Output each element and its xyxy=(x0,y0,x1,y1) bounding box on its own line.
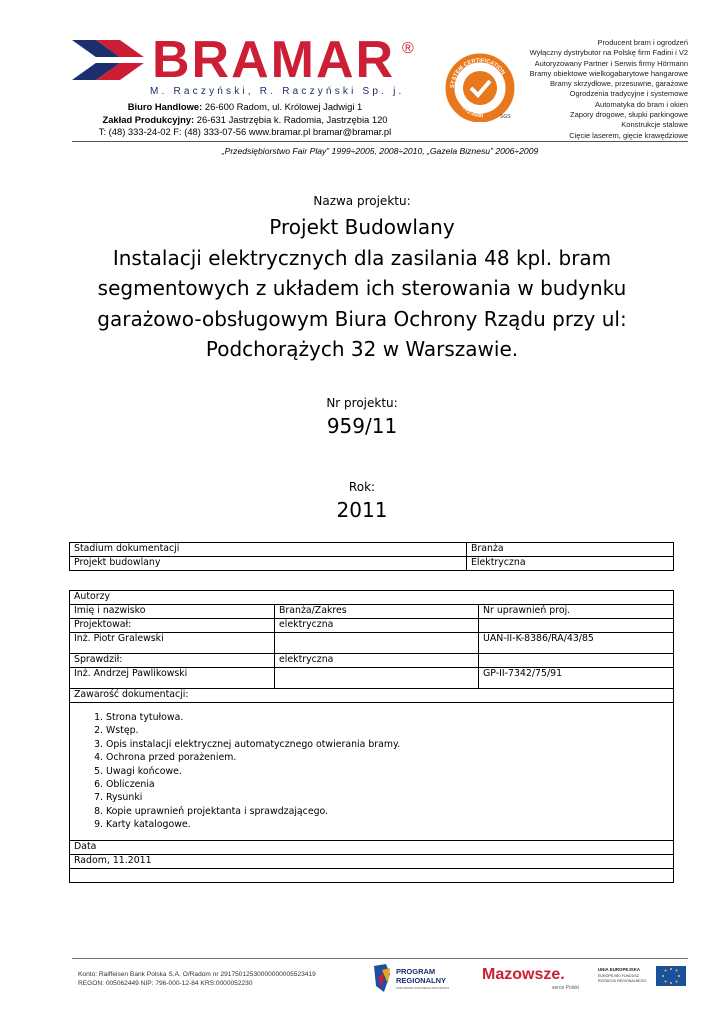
authors-section: Autorzy xyxy=(70,591,674,605)
services-list xyxy=(518,38,688,141)
contact-line: T: (48) 333-24-02 F: (48) 333-07-56 www.bramar.pl bramar@bramar.pl xyxy=(98,126,392,137)
contents-item: 8. Kopie uprawnień projektanta i sprawdzającego. xyxy=(106,805,669,818)
designer-branch: elektryczna xyxy=(275,619,479,633)
project-title xyxy=(0,212,724,365)
header-divider xyxy=(72,141,688,142)
contents-list xyxy=(74,711,669,832)
eu-logo xyxy=(596,964,688,990)
brand-subtitle: M. Raczyński, R. Raczyński Sp. j. xyxy=(150,86,405,97)
office-label: Biuro Handlowe: xyxy=(127,101,203,112)
service-item: Bramy skrzydłowe, przesuwne, garażowe xyxy=(550,79,688,89)
eu-text: UNIA EUROPEJSKA xyxy=(598,967,641,972)
project-title-line: Projekt Budowlany xyxy=(269,215,455,239)
service-item: Automatyka do bram i okien xyxy=(595,99,688,109)
service-item: Autoryzowany Partner i Serwis firmy Hörmann xyxy=(534,58,688,68)
branch-header: Branża xyxy=(467,543,674,557)
empty-row xyxy=(70,868,674,882)
contents-label: Zawarość dokumentacji: xyxy=(70,689,674,703)
date-label: Data xyxy=(70,840,674,854)
project-title-line: segmentowych z układem ich sterowania w budynku xyxy=(97,276,627,301)
project-year: 2011 xyxy=(336,498,388,522)
stage-value: Projekt budowlany xyxy=(70,557,467,571)
contents-item: 2. Wstęp. xyxy=(106,724,669,737)
eu-fund-text: EUROPEJSKI FUNDUSZ xyxy=(598,974,639,978)
project-year-label: Rok: xyxy=(348,480,376,494)
date-value: Radom, 11.2011 xyxy=(70,854,674,868)
mazowsze-sub: serce Polski xyxy=(552,985,579,991)
plant-label: Zakład Produkcyjny: xyxy=(102,113,195,125)
designer-name: Inż. Piotr Gralewski xyxy=(70,633,275,654)
authors-table xyxy=(69,590,674,883)
project-title-line: Instalacji elektrycznych dla zasilania 48 kpl. bram xyxy=(112,245,612,270)
license-header: Nr uprawnień proj. xyxy=(479,605,674,619)
designer-role: Projektował: xyxy=(70,619,275,633)
plant-address: 26-631 Jastrzębia k. Radomia, Jastrzębia 120 xyxy=(194,113,388,125)
bramar-logo-icon xyxy=(72,38,148,82)
mazowsze-text: Mazowsze. xyxy=(482,966,565,983)
project-title-line: garażowo-obsługowym Biura Ochrony Rządu przy ul: xyxy=(97,306,627,331)
cert-iso-text: ISO 9001:2000 xyxy=(455,93,484,120)
project-title-line: Podchorążych 32 w Warszawie. xyxy=(205,337,519,362)
brand-name: BRAMAR xyxy=(152,31,396,89)
service-item: Bramy obiektowe wielkogabarytowe hangarowe xyxy=(529,68,688,78)
service-item: Cięcie laserem, gięcie krawędziowe xyxy=(569,130,688,140)
brand-registered-mark: ® xyxy=(402,40,414,57)
program-regionalny-logo xyxy=(372,962,472,994)
name-header: Imię i nazwisko xyxy=(70,605,275,619)
bank-info xyxy=(78,970,316,988)
contents-item: 4. Ochrona przed porażeniem. xyxy=(106,751,669,764)
registry-numbers: REGON: 005062449 NIP: 796-000-12-84 KRS:0000052230 xyxy=(78,980,253,987)
contents-item: 3. Opis instalacji elektrycznej automatycznego otwierania bramy. xyxy=(106,738,669,751)
office-address: 26-600 Radom, ul. Królowej Jadwigi 1 xyxy=(202,101,363,112)
footer-divider xyxy=(72,958,688,959)
branch-value: Elektryczna xyxy=(467,557,674,571)
contents-item: 9. Karty katalogowe. xyxy=(106,818,669,831)
stage-table xyxy=(69,542,674,571)
regionalny-text: REGIONALNY xyxy=(396,976,447,985)
awards-line: „Przedsiębiorstwo Fair Play” 1999÷2005, 2008÷2010, „Gazela Biznesu” 2006÷2009 xyxy=(221,146,539,156)
eu-regional-text: ROZWOJU REGIONALNEGO xyxy=(598,979,647,983)
cert-ring-text: SYSTEM CERTIFICATION xyxy=(449,57,506,89)
checker-branch: elektryczna xyxy=(275,654,479,668)
company-address xyxy=(75,101,415,139)
project-number-label: Nr projektu: xyxy=(326,396,398,410)
project-name-label: Nazwa projektu: xyxy=(313,194,411,208)
branch-scope-header: Branża/Zakres xyxy=(275,605,479,619)
checker-license: GP-II-7342/75/91 xyxy=(479,668,674,689)
iso-certificate-seal xyxy=(444,50,516,122)
strategy-text: NARODOWA STRATEGIA SPÓJNOŚCI xyxy=(396,986,450,990)
service-item: Wyłączny dystrybutor na Polskę firm Fadini i V2 xyxy=(529,48,688,58)
contents-item: 7. Rysunki xyxy=(106,791,669,804)
checker-name: Inż. Andrzej Pawlikowski xyxy=(70,668,275,689)
contents-item: 6. Obliczenia xyxy=(106,778,669,791)
checker-license-empty xyxy=(479,654,674,668)
designer-license-empty xyxy=(479,619,674,633)
designer-branch-empty xyxy=(275,633,479,654)
mazowsze-logo xyxy=(480,962,590,994)
service-item: Ogrodzenia tradycyjne i systemowe xyxy=(569,89,688,99)
stage-header: Stadium dokumentacji xyxy=(70,543,467,557)
designer-license: UAN-II-K-8386/RA/43/85 xyxy=(479,633,674,654)
cert-sgs-text: SGS xyxy=(500,114,511,120)
contents-item: 1. Strona tytułowa. xyxy=(106,711,669,724)
contents-item: 5. Uwagi końcowe. xyxy=(106,765,669,778)
contents-cell xyxy=(70,703,674,841)
project-number: 959/11 xyxy=(326,414,398,438)
bank-account: Konto: Raiffeisen Bank Polska S.A. O/Radom nr 29175012530000000005523419 xyxy=(78,971,316,978)
program-text: PROGRAM xyxy=(396,967,436,976)
checker-branch-empty xyxy=(275,668,479,689)
service-item: Zapory drogowe, słupki parkingowe xyxy=(570,110,688,120)
service-item: Konstrukcje stalowe xyxy=(621,120,688,130)
checker-role: Sprawdził: xyxy=(70,654,275,668)
service-item: Producent bram i ogrodzeń xyxy=(597,38,688,47)
